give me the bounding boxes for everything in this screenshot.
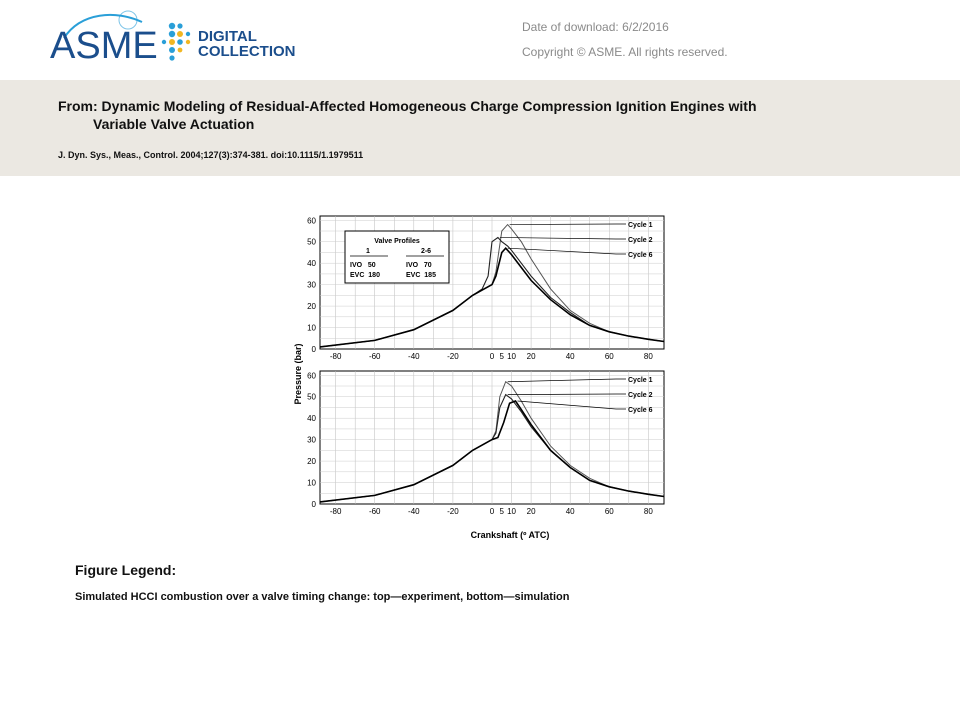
bottom-x-tick-label: 40: [565, 507, 575, 516]
top-x-tick-label: -80: [329, 352, 342, 361]
profile-1-header: 1: [366, 248, 370, 255]
top-legend-entry: Cycle 2: [628, 237, 653, 244]
top-y-tick-label: 30: [307, 280, 316, 290]
bottom-legend-entry: Cycle 1: [628, 377, 653, 384]
bottom-x-tick-label: -20: [447, 507, 459, 516]
profile-2-evc: EVC 185: [406, 272, 436, 279]
bottom-y-tick-label: 60: [307, 371, 316, 381]
bottom-x-tick-label: 60: [604, 507, 614, 516]
bottom-x-tick-label: 80: [643, 507, 653, 516]
top-legend-entry: Cycle 1: [628, 222, 653, 229]
bottom-panel-simulation: [307, 371, 664, 516]
article-title-line1: From: Dynamic Modeling of Residual-Affected Homogeneous Charge Compression Ignition Engines with: [58, 98, 757, 114]
bottom-x-tick-label: -80: [329, 507, 342, 516]
bottom-y-tick-label: 40: [307, 414, 316, 424]
x-axis-label: Crankshaft (º ATC): [470, 530, 550, 540]
top-x-tick-label: 80: [643, 352, 653, 361]
top-x-tick-label: 5: [499, 352, 504, 361]
top-x-tick-label: -40: [408, 352, 420, 361]
bottom-x-tick-label: -60: [368, 507, 381, 516]
profile-1-ivo: IVO 50: [350, 262, 376, 269]
bottom-x-tick-label: 5: [499, 507, 504, 516]
bottom-x-tick-label: 20: [526, 507, 536, 516]
top-x-tick-label: 0: [489, 352, 495, 361]
top-x-tick-label: -60: [368, 352, 381, 361]
bottom-y-tick-label: 0: [311, 500, 316, 509]
figure-legend-title: Figure Legend:: [75, 562, 177, 578]
logo-collection-text: COLLECTION: [198, 43, 296, 60]
logo-asme-text: ASME: [50, 25, 158, 67]
top-x-tick-label: 40: [565, 352, 575, 361]
pressure-figure: [288, 208, 674, 544]
logo-dots-icon: [162, 23, 190, 61]
profile-2-ivo: IVO 70: [406, 262, 432, 269]
bottom-y-tick-label: 20: [307, 457, 316, 467]
profile-1-evc: EVC 180: [350, 272, 380, 279]
top-y-tick-label: 50: [307, 237, 316, 247]
top-legend-entry: Cycle 6: [628, 252, 653, 259]
download-date-line: [522, 20, 669, 34]
article-title-line2: Variable Valve Actuation: [93, 116, 255, 132]
logo-digital-text: DIGITAL: [198, 28, 257, 45]
copyright-notice: Copyright © ASME. All rights reserved.: [522, 45, 728, 59]
top-x-tick-label: 10: [507, 352, 516, 361]
bottom-y-tick-label: 10: [307, 478, 316, 488]
bottom-y-tick-label: 30: [307, 435, 316, 445]
article-title: [58, 97, 918, 133]
bottom-x-tick-label: -40: [408, 507, 420, 516]
bottom-x-tick-label: 10: [507, 507, 516, 516]
figure-legend-text: Simulated HCCI combustion over a valve timing change: top—experiment, bottom—simulation: [75, 591, 570, 603]
download-date: 6/2/2016: [622, 20, 669, 34]
article-citation: J. Dyn. Sys., Meas., Control. 2004;127(3):374-381. doi:10.1115/1.1979511: [58, 150, 364, 160]
valve-profiles-box: [345, 231, 449, 283]
top-x-tick-label: -20: [447, 352, 459, 361]
top-y-tick-label: 20: [307, 302, 316, 312]
y-axis-label: Pressure (bar): [293, 343, 303, 405]
bottom-legend-entry: Cycle 2: [628, 392, 653, 399]
top-y-tick-label: 10: [307, 323, 316, 333]
profile-2-header: 2-6: [420, 248, 432, 255]
bottom-legend-entry: Cycle 6: [628, 407, 653, 414]
top-x-tick-label: 20: [526, 352, 536, 361]
top-y-tick-label: 40: [307, 259, 316, 269]
download-label: Date of download:: [522, 20, 619, 34]
bottom-y-tick-label: 50: [307, 392, 316, 402]
header: [0, 0, 960, 80]
asme-digital-collection-logo: [46, 8, 326, 70]
top-x-tick-label: 60: [604, 352, 614, 361]
top-y-tick-label: 0: [311, 345, 316, 354]
valve-profiles-title: Valve Profiles: [374, 238, 420, 245]
top-y-tick-label: 60: [307, 216, 316, 226]
bottom-x-tick-label: 0: [489, 507, 495, 516]
